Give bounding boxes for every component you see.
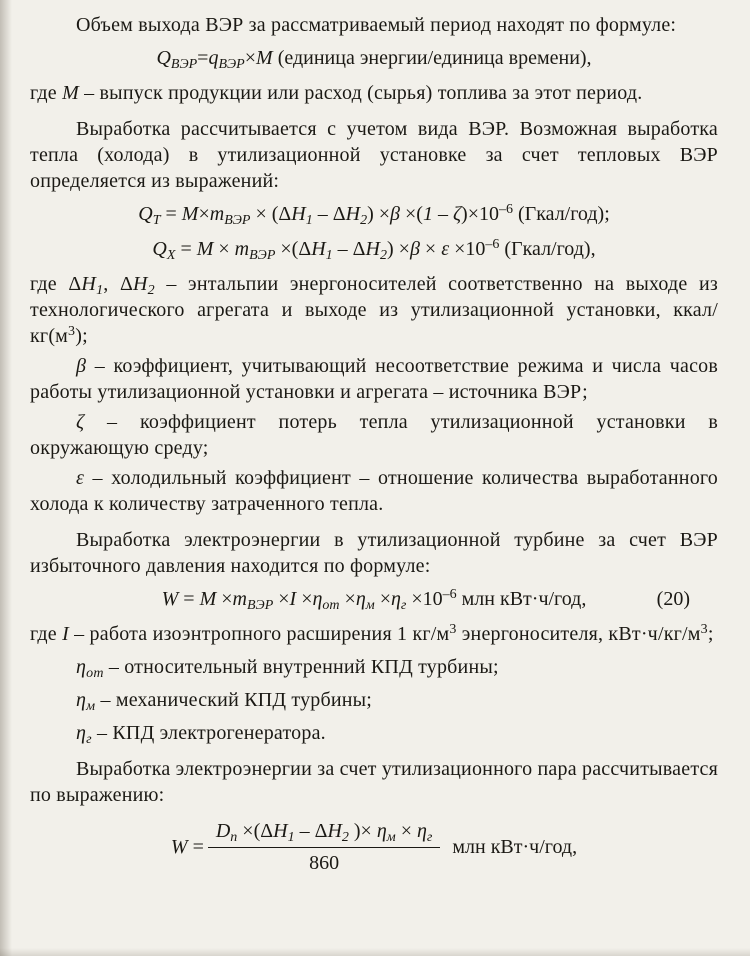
para-enthalpy-def: где ΔН1, ΔН2 – энтальпии энергоносителей соответственно на выходе из технологического агрегата и выходе из утилизационной установки, ккал/$кг(м^3)$;: [30, 273, 718, 347]
para-electricity-pressure-intro: Выработка электроэнергии в утилизационной турбине за счет ВЭР избыточного давления находится по формуле:: [30, 529, 718, 577]
para-isentropic-work-def: где I – работа изоэнтропного расширения 1 $кг/м^3$ энергоносителя, $кВт\cdot ч/кг/м^3$;: [30, 622, 714, 645]
para-eta-ot-def: ηот – относительный внутренний КПД турбины;: [76, 656, 499, 681]
formula-q-ver: QВЭР=qВЭР×M (единица энергии/единица времени),: [156, 47, 592, 72]
para-zeta-def: ζ – коэффициент потерь тепла утилизационной установки в окружающую среду;: [30, 411, 718, 459]
para-beta-def: β – коэффициент, учитывающий несоответствие режима и числа часов работы утилизационной установки и агрегата – источника ВЭР;: [30, 355, 718, 403]
formula-q-cold: QХ = M × mВЭР $\times(\Delta H1 - \Delta H2) \times\beta \times \varepsilon \times 10^{-6}$ (Гкал/год),: [152, 237, 596, 263]
formula-w-pressure: [30, 586, 718, 612]
para-epsilon-def: ε – холодильный коэффициент – отношение количества выработанного холода к количеству затраченного тепла.: [30, 467, 718, 515]
formula-q-heat: QТ = M×mВЭР × $(\Delta H1 - \Delta H2) \times\beta \times(1 - \zeta)\times 10^{-6}$ (Гкал/год);: [138, 202, 610, 228]
formula-w-pressure-body: W = M ×mВЭР $\times I \times\eta от \times\eta м \times\eta г \times 10^{-6}$ млн кВт·ч/год,: [161, 587, 587, 613]
para-ver-output-intro: Объем выхода ВЭР за рассматриваемый период находят по формуле:: [76, 14, 677, 36]
formula-w-steam-lhs: W =: [170, 836, 204, 858]
para-eta-m-def: ηм – механический КПД турбины;: [76, 689, 373, 714]
formula-w-steam: [30, 818, 718, 876]
para-where-m-def: где М – выпуск продукции или расход (сырья) топлива за этот период.: [30, 82, 643, 104]
para-eta-g-def: ηг – КПД электрогенератора.: [76, 722, 326, 747]
fraction-denominator: 860: [309, 852, 340, 874]
para-electricity-steam-intro: Выработка электроэнергии за счет утилизационного пара рассчитывается по выражению:: [30, 758, 718, 806]
fraction: [208, 818, 441, 876]
formula-w-steam-units: млн кВт·ч/год,: [452, 836, 578, 858]
fraction-numerator: Dп ×(ΔH1 – ΔH2 )× ηм × ηг: [208, 818, 441, 848]
equation-number: (20): [656, 588, 690, 610]
para-generation-intro: Выработка рассчитывается с учетом вида ВЭР. Возможная выработка тепла (холода) в утилизационной установке за счет тепловых ВЭР определяется из выражений:: [30, 118, 718, 192]
